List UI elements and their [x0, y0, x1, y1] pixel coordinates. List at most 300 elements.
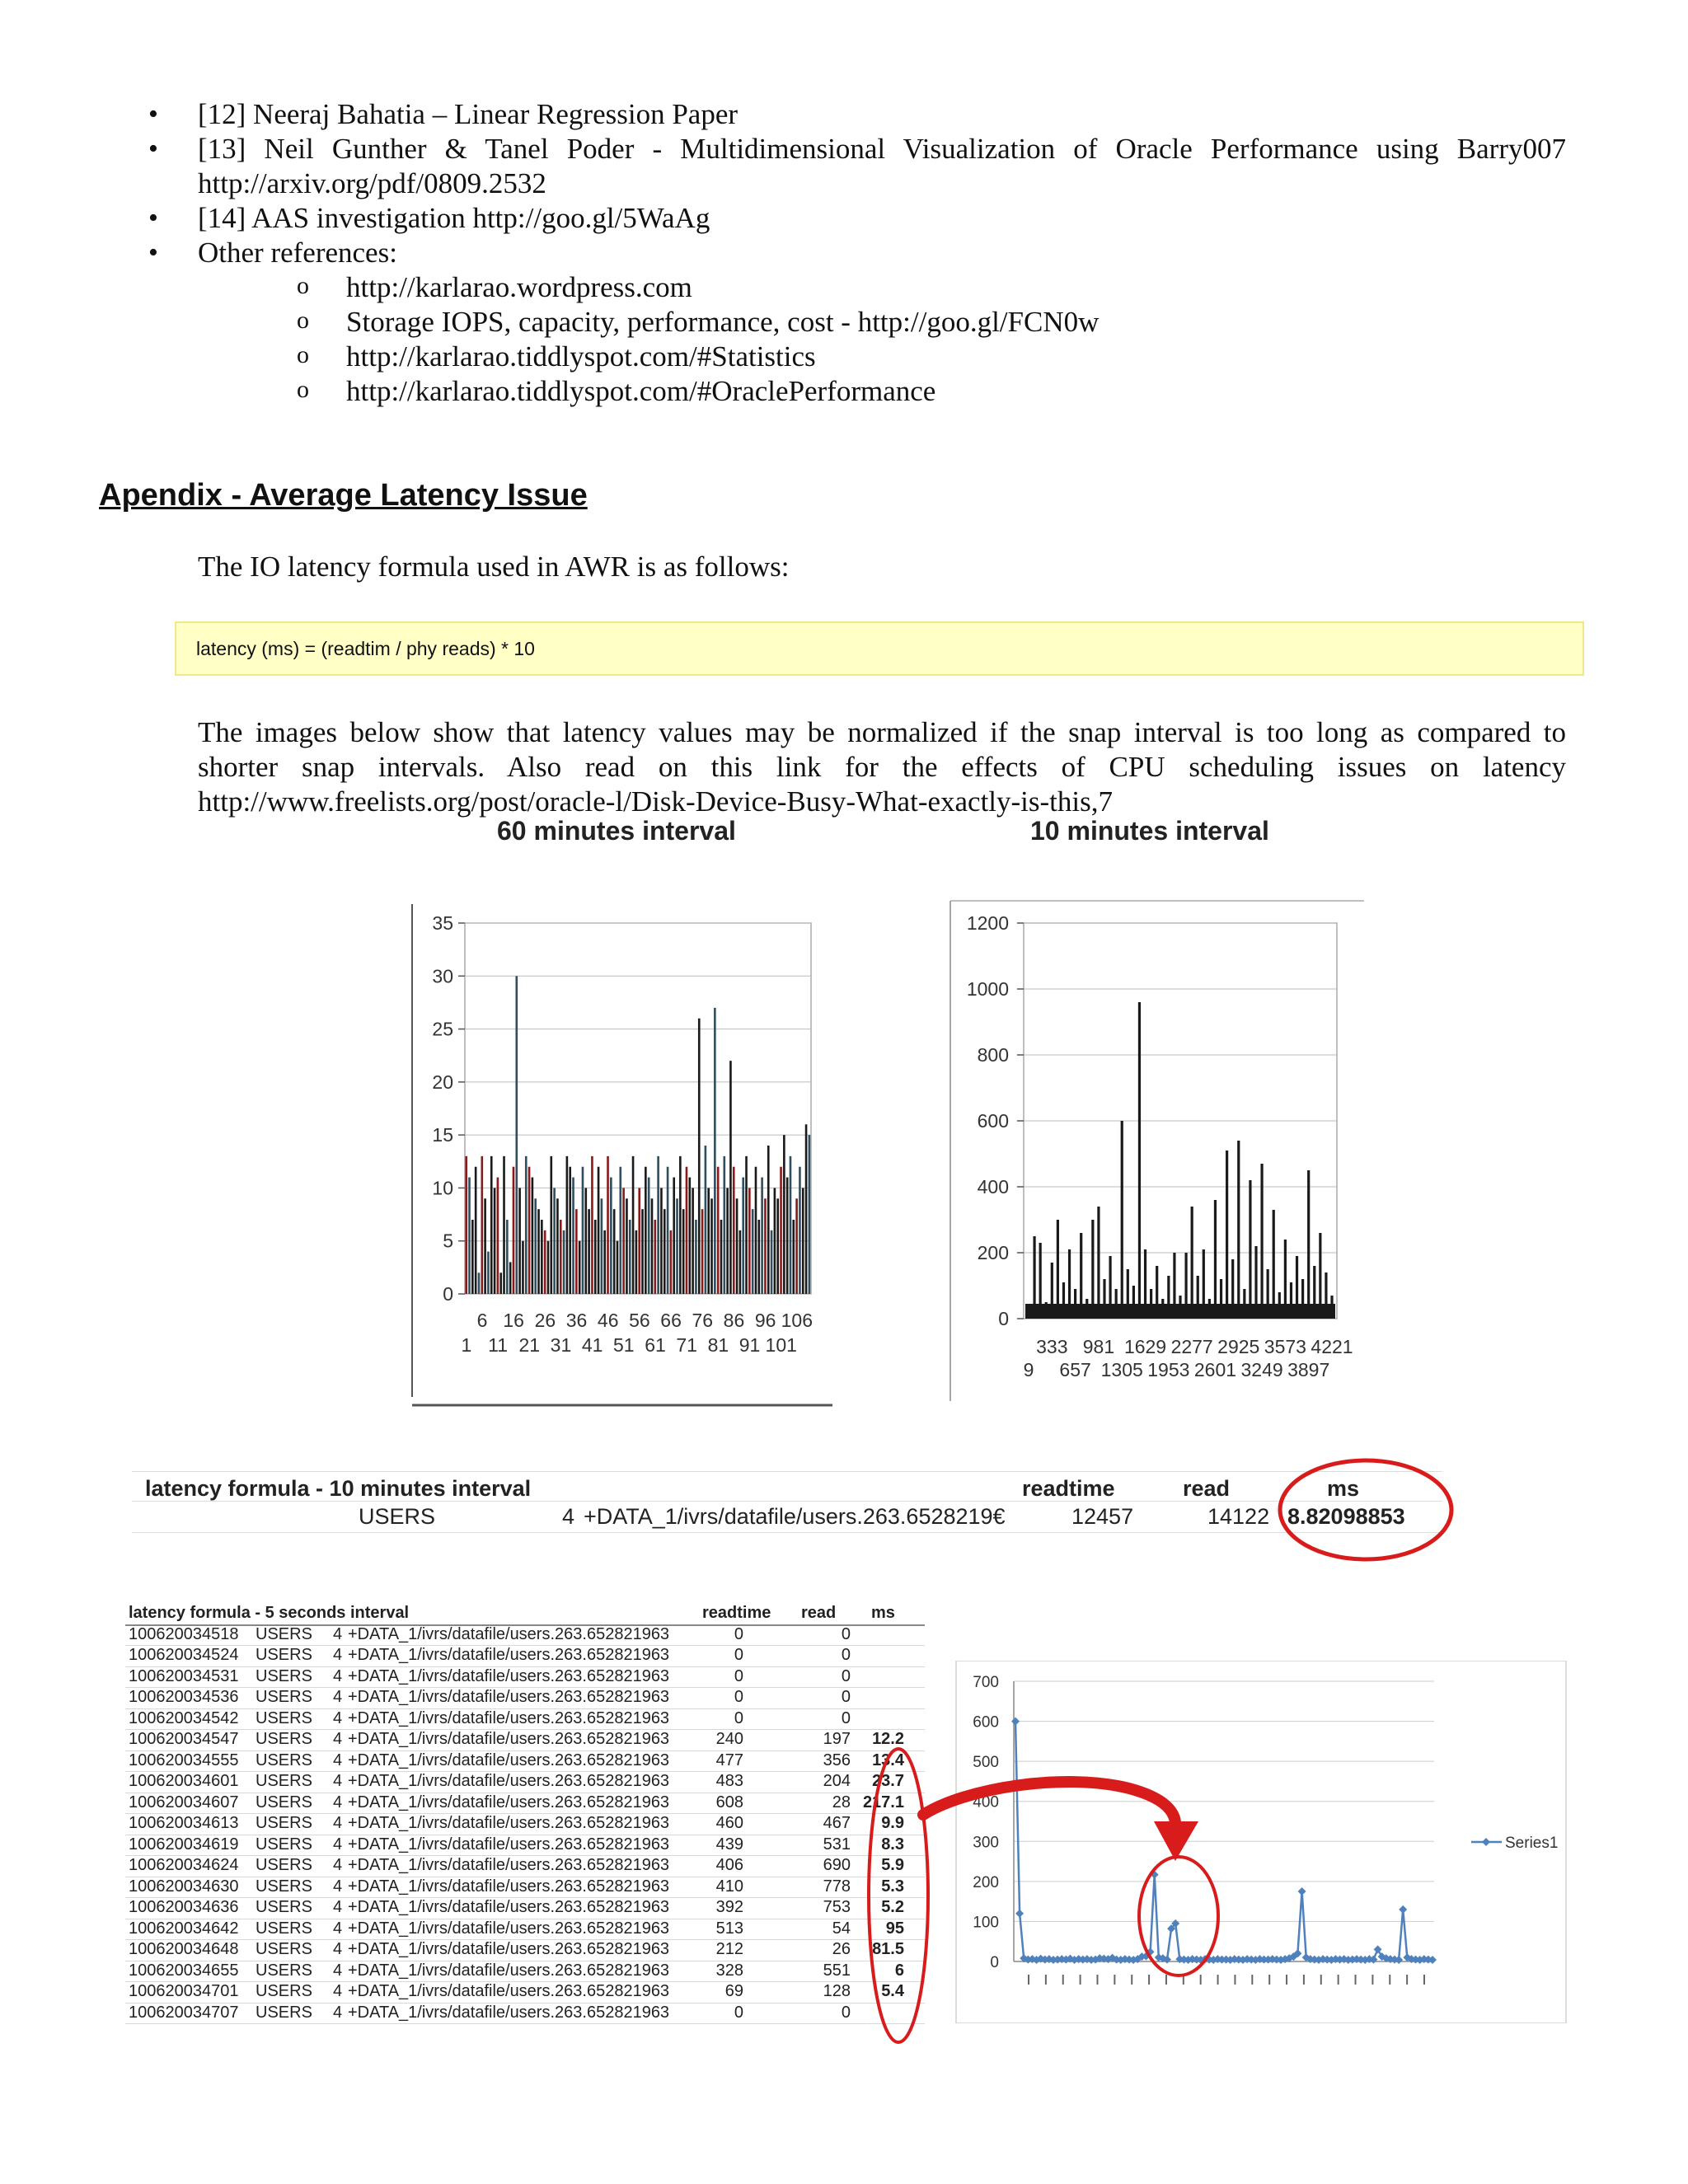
chart2-bar — [1150, 1289, 1152, 1319]
chart2-bar — [1057, 1220, 1059, 1319]
table-cell-ms: 5.9 — [881, 1856, 904, 1874]
table-cell-file: +DATA_1/ivrs/datafile/users.263.652821963 — [348, 1688, 670, 1706]
chart3-y-tick-label: 500 — [973, 1754, 999, 1772]
chart2-x-tick-label: 981 — [1082, 1336, 1115, 1357]
table-cell-n: 4 — [333, 1961, 343, 1980]
chart-title-10min: 10 minutes interval — [1030, 816, 1269, 846]
table-cell-ms: 13.4 — [872, 1750, 904, 1769]
chart1-bar — [726, 1188, 729, 1294]
table-cell-n: 4 — [333, 1898, 343, 1916]
table-cell-rt: 0 — [734, 1666, 743, 1685]
chart2-bar — [1208, 1299, 1211, 1319]
chart1-bar — [471, 1220, 474, 1294]
chart1-bar — [478, 1272, 481, 1294]
chart2-y-tick-label: 1000 — [966, 978, 1009, 1000]
table1-readtime: 12457 — [1071, 1504, 1134, 1529]
table-cell-id: 100620034518 — [129, 1624, 239, 1643]
ref-14-text: [14] AAS investigation http://goo.gl/5WaAg — [198, 202, 710, 234]
chart1-x-tick-label: 31 — [550, 1334, 572, 1356]
chart1-bar — [509, 1262, 512, 1294]
table-cell-ms: 217.1 — [862, 1793, 904, 1811]
table1-border — [132, 1471, 1442, 1472]
chart1-bar — [748, 1188, 751, 1294]
table-cell-rd: 690 — [823, 1856, 851, 1874]
chart2-y-tick-label: 400 — [977, 1176, 1009, 1197]
chart2-x-tick-label: 1953 — [1147, 1359, 1190, 1380]
table-cell-rt: 513 — [715, 1919, 743, 1938]
chart1-bar — [714, 1008, 716, 1294]
table-cell-ts: USERS — [256, 1772, 312, 1790]
chart2-x-tick-label: 3249 — [1240, 1359, 1283, 1380]
table-cell-id: 100620034642 — [129, 1919, 239, 1938]
ref-13-line2[interactable]: http://arxiv.org/pdf/0809.2532 — [198, 167, 546, 199]
chart1-bar — [487, 1252, 490, 1294]
table-cell-rt: 608 — [715, 1793, 743, 1811]
chart1-bar — [525, 1156, 528, 1294]
chart1-bar — [739, 1230, 742, 1294]
chart1-bar — [515, 976, 518, 1294]
chart1-bar — [720, 1220, 723, 1294]
chart1-x-tick-label: 76 — [692, 1310, 714, 1331]
table-cell-id: 100620034542 — [129, 1708, 239, 1727]
chart2-bar — [1197, 1276, 1199, 1319]
chart1-bar — [622, 1188, 625, 1294]
chart1-bar — [764, 1198, 767, 1294]
chart1-bar — [805, 1124, 808, 1294]
chart1-bar — [506, 1220, 509, 1294]
table-cell-rt: 240 — [715, 1730, 743, 1748]
chart2-bar — [1260, 1164, 1263, 1319]
chart3-legend-label: Series1 — [1505, 1835, 1559, 1852]
table1-read: 14122 — [1207, 1504, 1270, 1529]
chart1-bar — [494, 1188, 496, 1294]
chart1-bar — [771, 1230, 773, 1294]
explanation-link[interactable]: http://www.freelists.org/post/oracle-l/Disk-Device-Busy-What-exactly-is-this,7 — [198, 785, 1114, 818]
table-cell-ts: USERS — [256, 1898, 312, 1916]
table-cell-file: +DATA_1/ivrs/datafile/users.263.652821963 — [348, 1877, 670, 1896]
table-cell-n: 4 — [333, 1919, 343, 1938]
chart2-bar — [1097, 1207, 1100, 1319]
chart1-bar — [534, 1198, 537, 1294]
table-cell-ts: USERS — [256, 1940, 312, 1958]
table-cell-ts: USERS — [256, 1793, 312, 1811]
table-row — [125, 1687, 925, 1709]
table-cell-rt: 392 — [715, 1898, 743, 1916]
table-cell-ms: 5.4 — [881, 1982, 904, 2000]
table-cell-rd: 0 — [841, 1666, 851, 1685]
chart2-x-tick-label: 1305 — [1100, 1359, 1143, 1380]
table1-col-ms: ms — [1327, 1476, 1360, 1501]
table-cell-id: 100620034707 — [129, 2003, 239, 2022]
chart1-bar — [682, 1209, 685, 1294]
table-cell-rd: 551 — [823, 1961, 851, 1980]
table-cell-rd: 467 — [823, 1814, 851, 1832]
chart2-y-tick-label: 200 — [977, 1242, 1009, 1263]
chart2-bar — [1330, 1296, 1333, 1319]
table-cell-file: +DATA_1/ivrs/datafile/users.263.652821963 — [348, 1898, 670, 1916]
formula-box: latency (ms) = (readtim / phy reads) * 10 — [175, 621, 1584, 676]
table-cell-ms: 23.7 — [872, 1772, 904, 1790]
chart1-bar — [688, 1178, 691, 1294]
table-cell-file: +DATA_1/ivrs/datafile/users.263.652821963 — [348, 1624, 670, 1643]
table-row — [125, 1855, 925, 1877]
chart2-y-tick-label: 1200 — [966, 912, 1009, 934]
chart2-bar — [1156, 1266, 1158, 1319]
chart2-bar — [1254, 1246, 1257, 1319]
table-cell-rt: 0 — [734, 1624, 743, 1643]
chart1-bar — [572, 1178, 574, 1294]
chart1-bar — [795, 1198, 798, 1294]
table-cell-id: 100620034531 — [129, 1666, 239, 1685]
chart1-x-tick-label: 86 — [723, 1310, 745, 1331]
chart1-bar — [663, 1209, 666, 1294]
chart1-bar — [679, 1156, 682, 1294]
table-cell-rd: 531 — [823, 1835, 851, 1854]
table1-col-readtime: readtime — [1022, 1476, 1115, 1501]
chart1-bar — [673, 1178, 675, 1294]
chart1-bar — [799, 1167, 801, 1294]
chart1-bar — [475, 1167, 477, 1294]
chart2-bar — [1325, 1272, 1327, 1319]
table-cell-ms: 81.5 — [872, 1940, 904, 1958]
chart3-y-tick-label: 700 — [973, 1674, 999, 1691]
chart1-bar — [641, 1209, 644, 1294]
table-cell-rt: 212 — [715, 1940, 743, 1958]
chart1-x-tick-label: 41 — [581, 1334, 603, 1356]
table-cell-id: 100620034555 — [129, 1750, 239, 1769]
table-cell-ms: 5.3 — [881, 1877, 904, 1896]
table-cell-rd: 0 — [841, 1624, 851, 1643]
chart1-bar — [588, 1209, 590, 1294]
table-row — [125, 1624, 925, 1647]
table-cell-id: 100620034547 — [129, 1730, 239, 1748]
chart2-bar — [1284, 1240, 1287, 1319]
chart1-bar — [809, 1135, 811, 1294]
chart1-bar — [774, 1188, 776, 1294]
chart1-bar — [579, 1241, 581, 1294]
chart1-bar — [670, 1230, 673, 1294]
table2-col-ms: ms — [871, 1604, 895, 1622]
chart1-bar — [619, 1167, 621, 1294]
table-cell-rd: 753 — [823, 1898, 851, 1916]
chart1-bar — [745, 1156, 748, 1294]
table-cell-n: 4 — [333, 1814, 343, 1832]
sub-ref-link[interactable]: o http://karlarao.wordpress.com — [198, 270, 1566, 305]
chart1-bar — [657, 1156, 659, 1294]
chart1-bar — [698, 1019, 701, 1294]
table-cell-id: 100620034619 — [129, 1835, 239, 1854]
chart1-bar — [695, 1220, 697, 1294]
table-cell-rd: 204 — [823, 1772, 851, 1790]
explanation-line: shorter snap intervals. Also read on this link for the effects of CPU scheduling issues on latency — [198, 751, 1566, 783]
table-cell-n: 4 — [333, 1708, 343, 1727]
table-cell-id: 100620034536 — [129, 1688, 239, 1706]
chart2-bar — [1179, 1296, 1181, 1319]
table2-col-read: read — [801, 1604, 837, 1622]
table-row — [125, 1897, 925, 1919]
references-list — [148, 97, 1566, 409]
table-cell-id: 100620034701 — [129, 1982, 239, 2000]
table-cell-rt: 328 — [715, 1961, 743, 1980]
table1-border — [132, 1501, 1442, 1502]
table-row — [125, 2003, 925, 2025]
sub-ref-link[interactable]: o Storage IOPS, capacity, performance, cost - http://goo.gl/FCN0w — [198, 305, 1566, 340]
table-cell-ts: USERS — [256, 1624, 312, 1643]
chart1-bar — [752, 1209, 754, 1294]
table-cell-id: 100620034636 — [129, 1898, 239, 1916]
table-cell-rt: 0 — [734, 1708, 743, 1727]
chart2-x-tick-label: 2601 — [1193, 1359, 1237, 1380]
table-cell-rd: 0 — [841, 1688, 851, 1706]
chart3-y-tick-label: 0 — [990, 1954, 999, 1971]
chart2-bar — [1191, 1207, 1193, 1319]
chart1-y-tick-label: 25 — [432, 1018, 453, 1040]
chart1-bar — [705, 1146, 707, 1294]
table-cell-file: +DATA_1/ivrs/datafile/users.263.652821963 — [348, 1856, 670, 1874]
chart2-x-tick-label: 333 — [1036, 1336, 1068, 1357]
chart2-bar — [1203, 1249, 1205, 1319]
table2-header — [125, 1603, 925, 1626]
chart1-x-tick-label: 16 — [503, 1310, 524, 1331]
table-cell-n: 4 — [333, 1856, 343, 1874]
chart1-bar — [780, 1167, 782, 1294]
table-cell-ts: USERS — [256, 2003, 312, 2022]
ref-item-other — [148, 236, 1566, 409]
sub-ref-link[interactable]: o http://karlarao.tiddlyspot.com/#OraclePerformance — [198, 374, 1566, 409]
table-cell-id: 100620034613 — [129, 1814, 239, 1832]
chart2-bar — [1249, 1180, 1251, 1319]
chart2-bar — [1184, 1253, 1187, 1319]
table-cell-n: 4 — [333, 1624, 343, 1643]
chart2-bar — [1039, 1243, 1042, 1319]
chart1-bar — [676, 1198, 678, 1294]
table-cell-ms: 9.9 — [881, 1814, 904, 1832]
chart1-bar — [465, 1156, 467, 1294]
table-cell-ms: 6 — [894, 1961, 904, 1980]
explanation-paragraph — [198, 715, 1566, 819]
table1-ms: 8.82098853 — [1287, 1504, 1405, 1529]
chart1-bar — [607, 1156, 609, 1294]
chart2-x-tick-label: 1629 — [1123, 1336, 1167, 1357]
explanation-line: The images below show that latency values may be normalized if the snap interval is too long as compared to — [198, 716, 1566, 748]
table-cell-n: 4 — [333, 1772, 343, 1790]
chart2-bar — [1290, 1282, 1292, 1319]
table-cell-ts: USERS — [256, 1730, 312, 1748]
table-cell-ts: USERS — [256, 1835, 312, 1854]
table-cell-rt: 483 — [715, 1772, 743, 1790]
table-row — [125, 1835, 925, 1857]
chart1-x-tick-label: 101 — [765, 1334, 797, 1356]
chart1-x-tick-label: 106 — [781, 1310, 814, 1331]
chart1-x-tick-label: 26 — [534, 1310, 556, 1331]
table-row — [125, 1793, 925, 1815]
chart2-bar — [1103, 1279, 1105, 1319]
table-cell-n: 4 — [333, 1688, 343, 1706]
table-cell-ms: 12.2 — [872, 1730, 904, 1748]
sub-ref-link[interactable]: o http://karlarao.tiddlyspot.com/#Statistics — [198, 340, 1566, 374]
chart2-x-tick-label: 3897 — [1287, 1359, 1330, 1380]
table-cell-rd: 356 — [823, 1750, 851, 1769]
chart2-bar — [1062, 1282, 1065, 1319]
chart1-bar — [591, 1156, 593, 1294]
table-cell-rt: 406 — [715, 1856, 743, 1874]
chart1-bar — [594, 1220, 597, 1294]
table-cell-ms: 95 — [885, 1919, 904, 1938]
chart3-y-tick-label: 300 — [973, 1834, 999, 1852]
table-cell-rd: 0 — [841, 2003, 851, 2022]
table-cell-n: 4 — [333, 1666, 343, 1685]
chart1-bar — [522, 1241, 524, 1294]
chart1-y-tick-label: 20 — [432, 1071, 453, 1093]
table-cell-rd: 26 — [832, 1940, 851, 1958]
ms-highlight-circle — [1273, 1455, 1459, 1566]
chart1-bar — [645, 1167, 647, 1294]
chart2-bar — [1138, 1002, 1141, 1319]
table-cell-file: +DATA_1/ivrs/datafile/users.263.652821963 — [348, 1835, 670, 1854]
table-cell-id: 100620034524 — [129, 1646, 239, 1664]
chart1-bar — [654, 1220, 656, 1294]
chart1-bar — [490, 1156, 493, 1294]
table-cell-n: 4 — [333, 1750, 343, 1769]
chart1-bar — [560, 1220, 562, 1294]
chart1-bar — [598, 1167, 600, 1294]
table-cell-rt: 410 — [715, 1877, 743, 1896]
table-cell-ms: 8.3 — [881, 1835, 904, 1854]
peak-highlight-circle — [1133, 1850, 1224, 1982]
table-cell-n: 4 — [333, 1940, 343, 1958]
table1-border — [132, 1532, 1442, 1533]
chart1-bar — [582, 1167, 584, 1294]
chart1-x-tick-label: 51 — [613, 1334, 635, 1356]
chart1-x-tick-label: 36 — [565, 1310, 588, 1331]
intro-paragraph: The IO latency formula used in AWR is as follows: — [198, 551, 790, 583]
ref-other-text: Other references: — [198, 237, 397, 269]
chart1-bar — [613, 1209, 616, 1294]
latency-table-5sec — [125, 1603, 925, 2032]
chart1-bar — [742, 1178, 744, 1294]
chart1-bar — [575, 1209, 578, 1294]
chart1-bar — [638, 1188, 640, 1294]
table1-tablespace: USERS — [359, 1504, 436, 1529]
chart2-bar — [1027, 1305, 1029, 1319]
chart1-x-tick-label: 1 — [461, 1334, 472, 1356]
table-cell-file: +DATA_1/ivrs/datafile/users.263.652821963 — [348, 1772, 670, 1790]
chart2-x-tick-label: 3573 — [1264, 1336, 1306, 1357]
chart2-y-tick-label: 0 — [998, 1308, 1009, 1329]
chart1-bar — [783, 1135, 785, 1294]
chart1-bar — [792, 1220, 795, 1294]
chart2-bar — [1278, 1292, 1281, 1319]
table-row — [125, 1645, 925, 1667]
chart2-bar — [1115, 1289, 1118, 1319]
chart1-bar — [790, 1156, 792, 1294]
chart1-bar — [626, 1198, 628, 1294]
chart2-bar — [1243, 1289, 1245, 1319]
chart1-x-tick-label: 81 — [707, 1334, 729, 1356]
table-cell-id: 100620034607 — [129, 1793, 239, 1811]
chart1-bar — [733, 1167, 735, 1294]
chart2-bar — [1313, 1266, 1315, 1319]
chart1-bar — [757, 1220, 760, 1294]
table-row — [125, 1729, 925, 1751]
chart2-bar — [1273, 1210, 1275, 1319]
table-row — [125, 1961, 925, 1983]
chart-10min-interval — [948, 894, 1368, 1405]
table2-title: latency formula - 5 seconds interval — [129, 1604, 410, 1622]
chart2-bar — [1045, 1302, 1048, 1319]
table-cell-ms: 5.2 — [881, 1898, 904, 1916]
table-cell-file: +DATA_1/ivrs/datafile/users.263.652821963 — [348, 1793, 670, 1811]
table-cell-id: 100620034655 — [129, 1961, 239, 1980]
chart2-bar — [1226, 1151, 1228, 1319]
table1-file: +DATA_1/ivrs/datafile/users.263.6528219€ — [584, 1504, 1006, 1529]
table-cell-rd: 0 — [841, 1646, 851, 1664]
chart1-bar — [601, 1198, 603, 1294]
table-cell-file: +DATA_1/ivrs/datafile/users.263.652821963 — [348, 1982, 670, 2000]
table-row — [125, 1981, 925, 2004]
table-cell-rd: 0 — [841, 1708, 851, 1727]
chart2-bar — [1132, 1286, 1135, 1319]
chart2-bar — [1033, 1236, 1035, 1319]
chart1-bar — [786, 1178, 789, 1294]
table-cell-rt: 69 — [724, 1982, 743, 2000]
table-cell-id: 100620034630 — [129, 1877, 239, 1896]
table-cell-rd: 28 — [832, 1793, 851, 1811]
chart1-bar — [648, 1178, 650, 1294]
chart1-bar — [513, 1167, 515, 1294]
chart2-bar — [1085, 1299, 1088, 1319]
chart1-bar — [651, 1198, 654, 1294]
table-row — [125, 1877, 925, 1899]
table-row — [125, 1919, 925, 1941]
table-cell-file: +DATA_1/ivrs/datafile/users.263.652821963 — [348, 1666, 670, 1685]
table-cell-id: 100620034624 — [129, 1856, 239, 1874]
chart1-y-tick-label: 0 — [443, 1283, 453, 1305]
table-cell-n: 4 — [333, 1793, 343, 1811]
table-cell-file: +DATA_1/ivrs/datafile/users.263.652821963 — [348, 1708, 670, 1727]
chart2-bar — [1121, 1121, 1123, 1319]
chart1-y-tick-label: 15 — [432, 1124, 453, 1146]
section-heading: Apendix - Average Latency Issue — [99, 478, 588, 513]
chart2-bar — [1267, 1269, 1269, 1319]
chart1-bar — [729, 1061, 732, 1294]
chart1-bar — [667, 1167, 669, 1294]
chart1-x-tick-label: 91 — [738, 1334, 761, 1356]
table-cell-ts: USERS — [256, 1666, 312, 1685]
table-row — [125, 1939, 925, 1961]
chart1-bar — [484, 1198, 486, 1294]
table-cell-ts: USERS — [256, 1814, 312, 1832]
table-row — [125, 1750, 925, 1773]
table-cell-rt: 439 — [715, 1835, 743, 1854]
table-cell-rd: 778 — [823, 1877, 851, 1896]
chart1-bar — [632, 1156, 635, 1294]
chart-title-60min: 60 minutes interval — [497, 816, 736, 846]
chart2-bar — [1296, 1256, 1298, 1319]
chart1-bar — [497, 1178, 499, 1294]
table-row — [125, 1666, 925, 1689]
chart1-y-tick-label: 5 — [443, 1230, 453, 1252]
chart1-bar — [569, 1167, 571, 1294]
chart2-bar — [1127, 1269, 1129, 1319]
table-cell-rt: 0 — [734, 1688, 743, 1706]
chart3-y-tick-label: 400 — [973, 1793, 999, 1811]
table-cell-rd: 54 — [832, 1919, 851, 1938]
table-cell-rd: 197 — [823, 1730, 851, 1748]
chart2-bar — [1214, 1200, 1217, 1319]
chart1-bar — [528, 1167, 531, 1294]
table-cell-file: +DATA_1/ivrs/datafile/users.263.652821963 — [348, 1730, 670, 1748]
